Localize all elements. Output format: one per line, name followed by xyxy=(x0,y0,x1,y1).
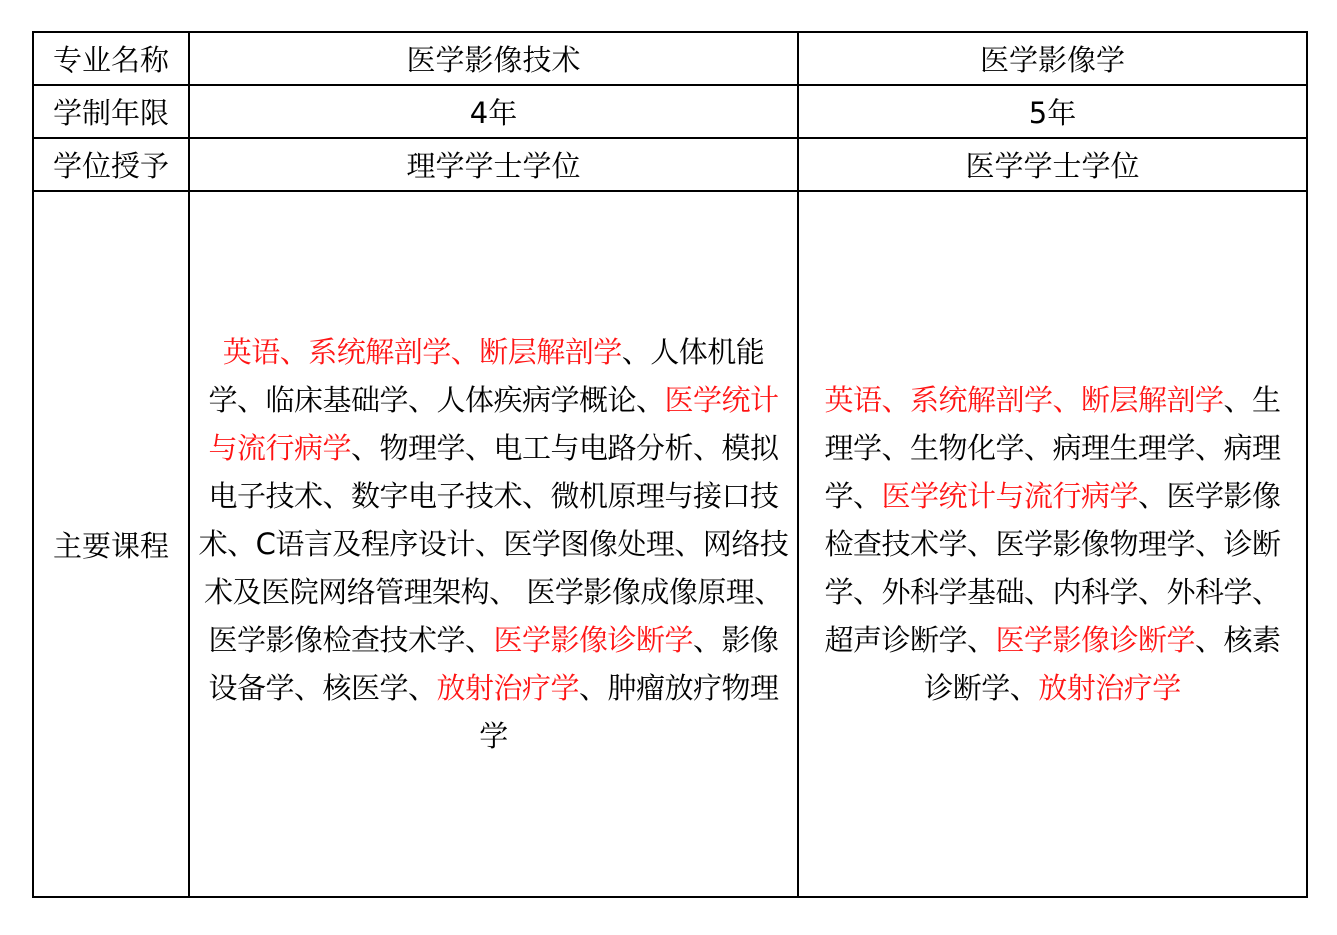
highlighted-course-text: 英语、系统解剖学、断层解剖学 xyxy=(824,383,1224,417)
cell-duration-tech: 4年 xyxy=(189,85,798,138)
course-text: 、 xyxy=(635,383,665,417)
cell-major-name-imaging: 医学影像学 xyxy=(798,32,1307,85)
course-text: 、物理学、电工与电路分析、模拟电子技术、数字电子技术、微机原理与接口技术、C语言及程序设计、医学图像处理、网络技术及医院网络管理架构、 医学影像成像原理、医学影像检查技术学、 xyxy=(198,431,789,657)
course-text: 、人体机能学、临床基础学、人体疾病学概论 xyxy=(208,335,765,417)
highlighted-course-text: 英语、系统解剖学、断层解剖学 xyxy=(222,335,622,369)
comparison-table xyxy=(32,31,1308,898)
highlighted-course-text: 医学统计与流行病学 xyxy=(208,383,779,465)
highlighted-course-text: 医学统计与流行病学 xyxy=(881,479,1138,513)
highlighted-course-text: 放射治疗学 xyxy=(1038,671,1181,705)
course-list-imaging xyxy=(799,376,1306,712)
highlighted-course-text: 放射治疗学 xyxy=(436,671,579,705)
row-label-degree: 学位授予 xyxy=(33,138,189,191)
course-text: 、医学影像检查技术学、医学影像物理学、诊断学、外科学基础、内科学、外科学、超声诊断学、 xyxy=(824,479,1281,657)
row-label-duration: 学制年限 xyxy=(33,85,189,138)
highlighted-course-text: 医学影像诊断学 xyxy=(995,623,1195,657)
cell-courses-tech xyxy=(189,191,798,897)
course-text: 、核素诊断学、 xyxy=(924,623,1281,705)
table-row xyxy=(33,85,1307,138)
table-row xyxy=(33,138,1307,191)
cell-courses-imaging xyxy=(798,191,1307,897)
highlighted-course-text: 医学影像诊断学 xyxy=(493,623,693,657)
table-row xyxy=(33,191,1307,897)
table-row xyxy=(33,32,1307,85)
row-label-courses: 主要课程 xyxy=(33,191,189,897)
cell-major-name-tech: 医学影像技术 xyxy=(189,32,798,85)
course-text: 、影像设备学、核医学、 xyxy=(208,623,779,705)
cell-degree-tech: 理学学士学位 xyxy=(189,138,798,191)
cell-duration-imaging: 5年 xyxy=(798,85,1307,138)
course-list-tech xyxy=(190,328,797,760)
row-label-major-name: 专业名称 xyxy=(33,32,189,85)
course-text: 、生理学、生物化学、病理生理学、病理学、 xyxy=(824,383,1281,513)
cell-degree-imaging: 医学学士学位 xyxy=(798,138,1307,191)
course-text: 、肿瘤放疗物理学 xyxy=(479,671,779,753)
